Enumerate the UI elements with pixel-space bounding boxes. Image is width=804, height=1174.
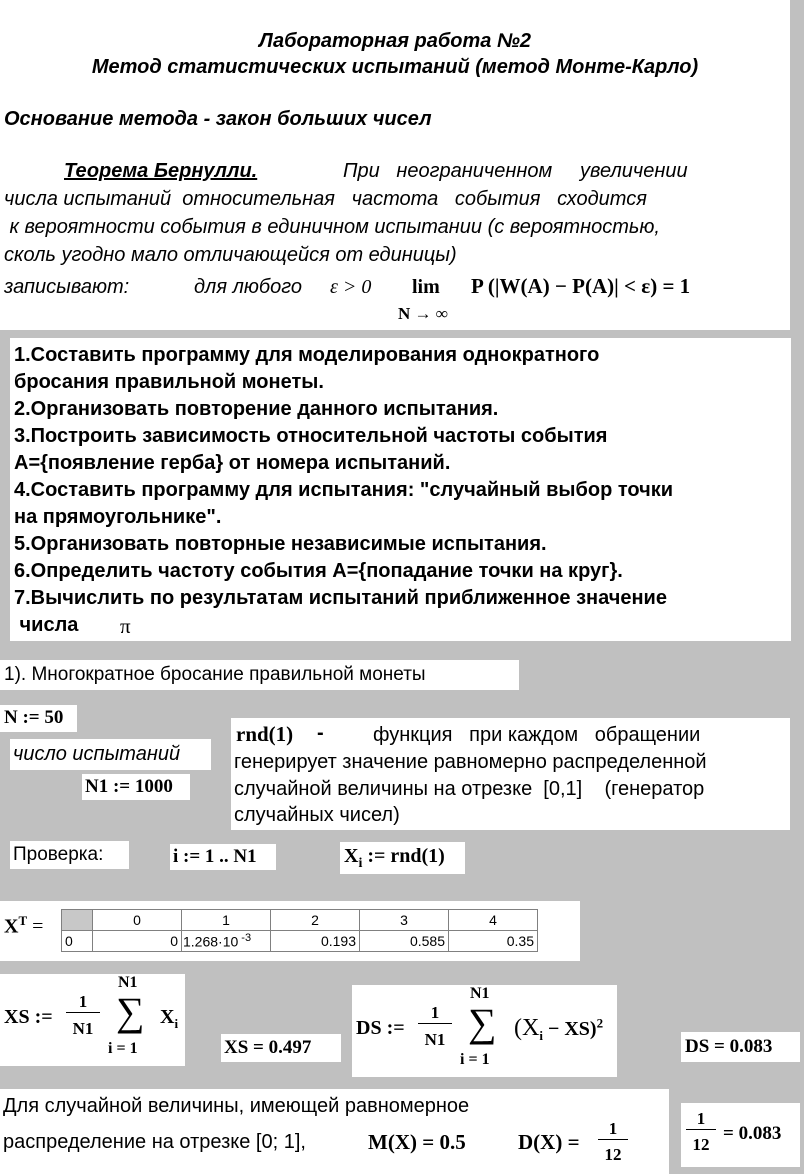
table-corner (62, 910, 93, 931)
x-definition-box (340, 842, 465, 874)
variance-result-numerator: 1 (686, 1109, 716, 1130)
task-line: 4.Составить программу для испытания: "случайный выбор точки (14, 479, 674, 501)
xs-term: $X_i$ (160, 1006, 179, 1031)
column-header: 3 (360, 910, 449, 931)
lab-subtitle: Метод статистических испытаний (метод Монте-Карло) (91, 56, 699, 78)
xs-lhs: XS := (4, 1006, 53, 1028)
intro-panel (0, 0, 790, 330)
limit-word: lim (412, 276, 440, 298)
range-definition: i := 1 .. N1 (173, 846, 257, 867)
uniform-note (0, 1089, 669, 1174)
table-cell: 0.193 (271, 931, 360, 952)
rnd-line-1: функция при каждом обращении (373, 724, 701, 746)
xs-result: XS = 0.497 (224, 1037, 312, 1058)
task-line: 5.Организовать повторные независимые испытания. (14, 533, 547, 555)
table-cell: 0.35 (449, 931, 538, 952)
ds-lhs: DS := (356, 1017, 405, 1039)
task-line: на прямоугольнике". (14, 506, 222, 528)
ds-sum-upper: N1 (470, 985, 490, 1002)
rnd-line-4: случайных чисел) (234, 804, 400, 826)
variance-numerator: 1 (598, 1119, 628, 1140)
trials-label-box (10, 739, 211, 770)
ds-term: $(X_i - XS)^2$ (514, 1015, 604, 1043)
xs-fraction-denominator: N1 (72, 1019, 94, 1038)
xs-sum-sign: ∑ (116, 989, 145, 1034)
task-line: бросания правильной монеты. (14, 371, 324, 393)
ds-result: DS = 0.083 (685, 1036, 773, 1057)
uniform-line-1: Для случайной величины, имеющей равномерное (3, 1095, 470, 1117)
rnd-description (231, 718, 790, 830)
mean-value: M(X) = 0.5 (368, 1130, 466, 1154)
task-line: 2.Организовать повторение данного испытания. (14, 398, 499, 420)
pi-symbol: π (120, 614, 131, 638)
ds-sum-sign: ∑ (468, 1000, 497, 1045)
table-label: $X^T$ = (4, 913, 44, 938)
column-header: 4 (449, 910, 538, 931)
section-heading-box (0, 660, 519, 690)
variance-result-value: = 0.083 (723, 1123, 782, 1144)
ds-result-box (681, 1032, 800, 1062)
ds-fraction-numerator: 1 (418, 1003, 452, 1024)
table-cell: 1.268·10 $^{-3}$ (182, 931, 271, 952)
method-basis: Основание метода - закон больших чисел (4, 108, 432, 130)
variance-lhs: D(X) = (518, 1130, 580, 1154)
variance-result-box (681, 1103, 800, 1167)
theorem-name: Теорема Бернулли. (64, 160, 258, 182)
column-header: 0 (93, 910, 182, 931)
trials-label: число испытаний (13, 743, 181, 765)
epsilon-condition: ε > 0 (330, 276, 372, 298)
xs-formula (0, 974, 185, 1066)
check-label-box (10, 841, 129, 869)
table-cell: 0 (93, 931, 182, 952)
n-definition: N := 50 (4, 707, 64, 728)
for-any-label: для любого (194, 276, 303, 298)
column-header: 2 (271, 910, 360, 931)
task-list (10, 338, 791, 641)
xs-sum-upper: N1 (118, 974, 138, 991)
task-line: 6.Определить частоту события А={попадание точки на круг}. (14, 560, 623, 582)
task-line: 7.Вычислить по результатам испытаний приближенное значение (14, 587, 667, 609)
theorem-line-3: к вероятности события в единичном испытании (с вероятностью, (4, 216, 660, 238)
rnd-line-2: генерирует значение равномерно распределенной (234, 751, 707, 773)
task-line: числа (14, 614, 79, 636)
xs-sum-lower: i = 1 (108, 1040, 138, 1057)
table-header-row (62, 910, 538, 931)
x-definition: $X_i$ := rnd(1) (344, 845, 445, 871)
rnd-line-3: случайной величины на отрезке [0,1] (генератор (234, 778, 705, 800)
limit-expression: P (|W(A) − P(A)| < ε) = 1 (471, 274, 691, 298)
table-cell: 0.585 (360, 931, 449, 952)
n1-definition: N1 := 1000 (85, 776, 173, 797)
range-definition-box (170, 844, 276, 870)
uniform-line-2: распределение на отрезке [0; 1], (3, 1131, 306, 1153)
row-header: 0 (62, 931, 93, 952)
limit-subscript: N → ∞ (398, 304, 448, 323)
x-transpose-box (0, 901, 580, 961)
ds-fraction-denominator: N1 (424, 1030, 446, 1049)
task-line: 1.Составить программу для моделирования однократного (14, 344, 600, 366)
check-label: Проверка: (13, 844, 104, 865)
n1-definition-box (82, 774, 190, 800)
section-heading: 1). Многократное бросание правильной монеты (4, 664, 426, 685)
ds-formula (352, 985, 617, 1077)
ds-sum-lower: i = 1 (460, 1051, 490, 1068)
lab-title: Лабораторная работа №2 (259, 30, 531, 52)
task-line: А={появление герба} от номера испытаний. (14, 452, 451, 474)
column-header: 1 (182, 910, 271, 931)
theorem-line-1: При неограниченном увеличении (343, 160, 688, 182)
x-transpose-table[interactable] (61, 909, 538, 952)
rnd-function: rnd(1) (236, 722, 294, 746)
theorem-line-4: сколь угодно мало отличающейся от единицы) (4, 244, 457, 266)
task-line: 3.Построить зависимость относительной частоты события (14, 425, 608, 447)
table-row (62, 931, 538, 952)
written-label: записывают: (4, 276, 130, 298)
rnd-dash: - (317, 722, 324, 744)
variance-denominator: 12 (604, 1145, 622, 1164)
n-definition-box (0, 705, 77, 732)
variance-result-denominator: 12 (692, 1135, 710, 1154)
theorem-line-2: числа испытаний относительная частота события сходится (4, 188, 647, 210)
xs-fraction-numerator: 1 (66, 992, 100, 1013)
xs-result-box (221, 1034, 341, 1062)
